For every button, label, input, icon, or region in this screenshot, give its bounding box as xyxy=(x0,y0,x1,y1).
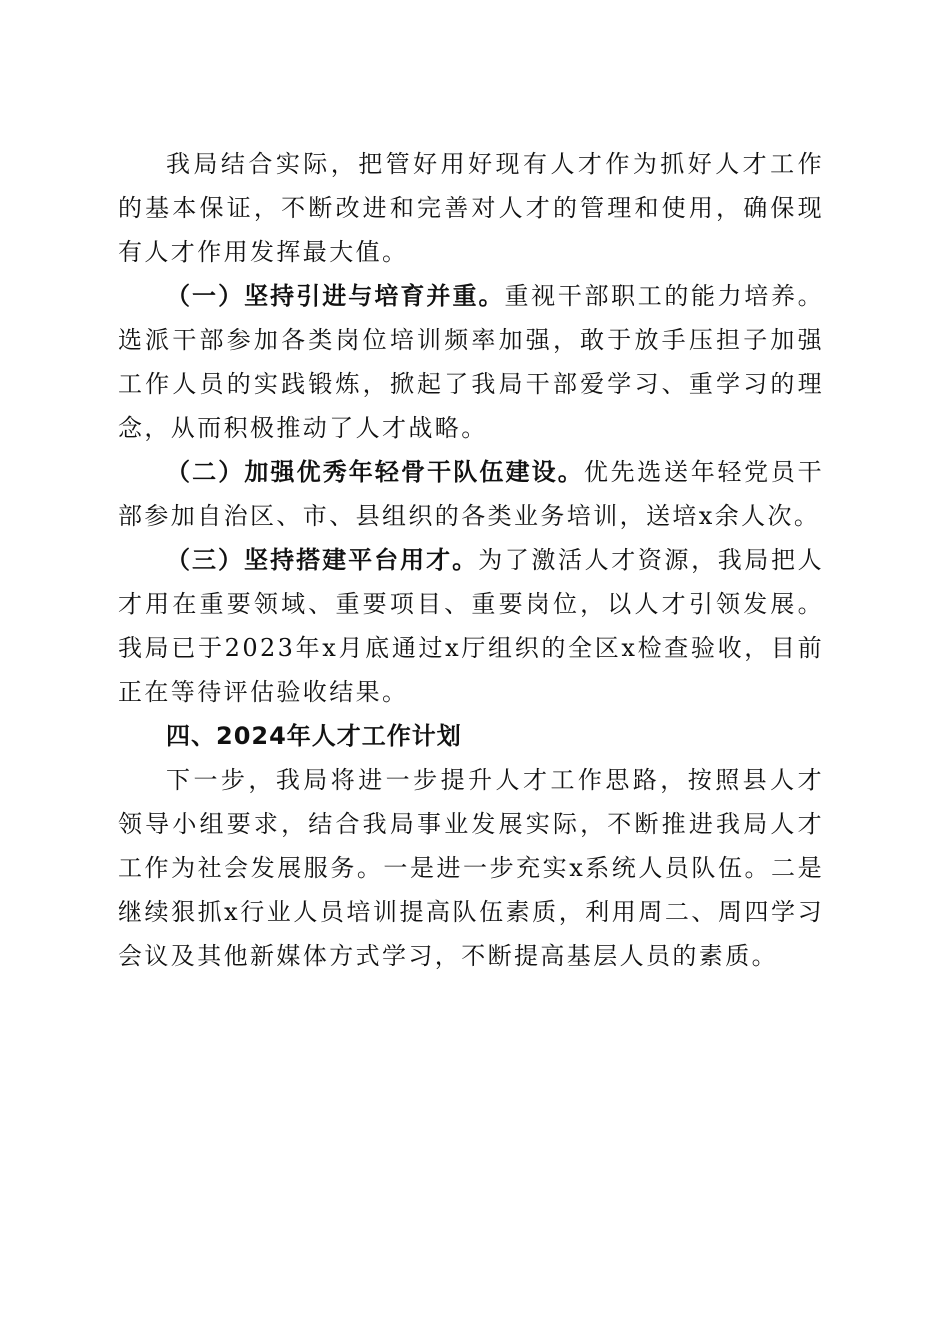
document-body xyxy=(118,142,824,978)
item-3-body: 为了激活人才资源，我局把人才用在重要领域、重要项目、重要岗位，以人才引领发展。我局已于2023年x月底通过x厅组织的全区x检查验收，目前正在等待评估验收结果。 xyxy=(118,546,824,706)
section-heading: 四、2024年人才工作计划 xyxy=(166,722,462,750)
item-2-paragraph xyxy=(118,450,824,538)
plan-paragraph: 下一步，我局将进一步提升人才工作思路，按照县人才领导小组要求，结合我局事业发展实际，不断推进我局人才工作为社会发展服务。一是进一步充实x系统人员队伍。二是继续狠抓x行业人员培训提高队伍素质，利用周二、周四学习会议及其他新媒体方式学习，不断提高基层人员的素质。 xyxy=(118,766,824,970)
item-1-lead: （一）坚持引进与培育并重。 xyxy=(166,282,505,310)
intro-paragraph: 我局结合实际，把管好用好现有人才作为抓好人才工作的基本保证，不断改进和完善对人才的管理和使用，确保现有人才作用发挥最大值。 xyxy=(118,150,824,266)
item-1-paragraph xyxy=(118,274,824,450)
item-3-lead: （三）坚持搭建平台用才。 xyxy=(166,546,479,574)
item-2-lead: （二）加强优秀年轻骨干队伍建设。 xyxy=(166,458,584,486)
item-2-body: 优先选送年轻党员干部参加自治区、市、县组织的各类业务培训，送培x余人次。 xyxy=(118,458,824,530)
item-3-paragraph xyxy=(118,538,824,714)
item-1-body: 重视干部职工的能力培养。选派干部参加各类岗位培训频率加强，敢于放手压担子加强工作人员的实践锻炼，掀起了我局干部爱学习、重学习的理念，从而积极推动了人才战略。 xyxy=(118,282,824,442)
